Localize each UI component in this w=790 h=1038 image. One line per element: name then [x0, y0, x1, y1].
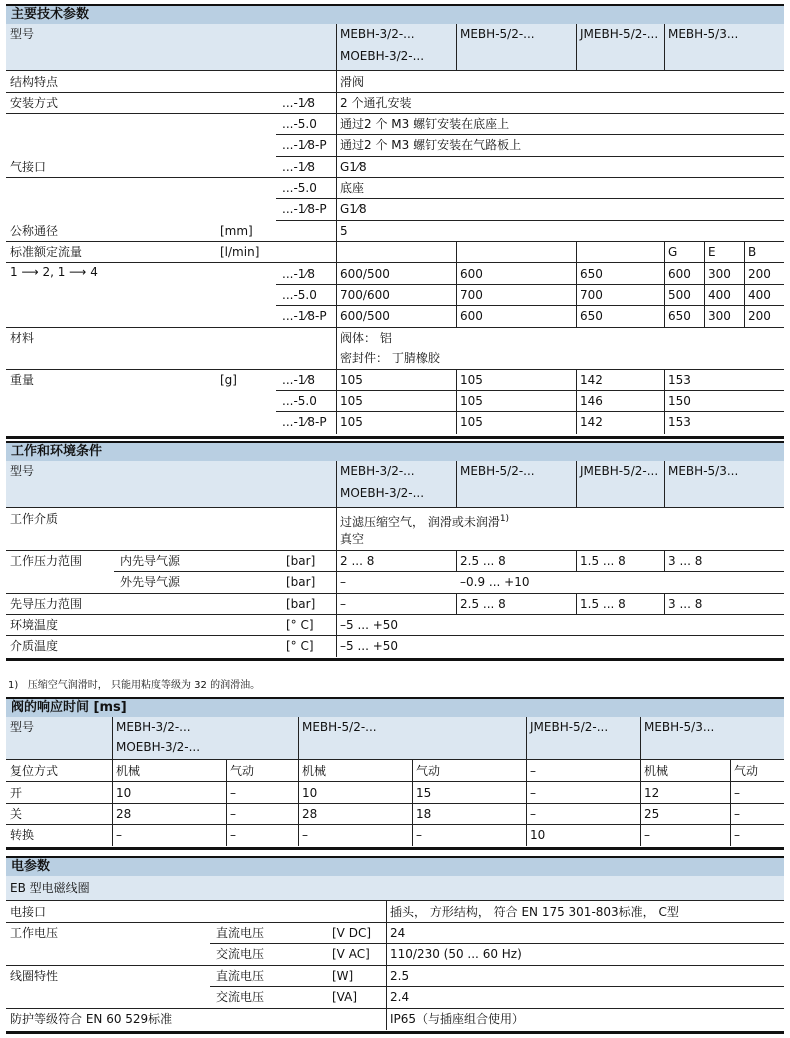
col-header-3: JMEBH-5/2-...: [580, 27, 659, 41]
reset-dash: –: [530, 764, 536, 778]
struct-label: 结构特点: [10, 75, 59, 89]
variant-18p: ...-1⁄8-P: [282, 309, 327, 323]
flow-b-header: B: [748, 245, 757, 259]
voltage-label: 工作电压: [10, 926, 59, 940]
medium-label: 工作介质: [10, 512, 59, 526]
flow-cell: 700: [460, 288, 483, 302]
off-cell: 28: [116, 807, 132, 821]
flow-cell: 650: [668, 309, 691, 323]
coil-type-row: [6, 876, 784, 900]
variant-18: ...-1⁄8: [282, 160, 316, 174]
switch-cell: –: [644, 828, 650, 842]
pilot-label: 先导压力范围: [10, 597, 83, 611]
col-header-1b: MOEBH-3/2-...: [340, 486, 425, 500]
port-value-1: G1⁄8: [340, 160, 367, 174]
coil-ac-unit: [VA]: [332, 990, 358, 1004]
voltage-dc-unit: [V DC]: [332, 926, 372, 940]
flow-cell: 700: [580, 288, 603, 302]
flow-cell: 600/500: [340, 267, 390, 281]
flow-cell: 600: [460, 309, 483, 323]
reset-pneu: 气动: [416, 764, 441, 778]
pressure-out-cell: –: [340, 575, 346, 589]
flow-cell: 500: [668, 288, 691, 302]
flow-cell: 300: [708, 309, 731, 323]
variant-50: ...-5.0: [282, 117, 317, 131]
type-label: 型号: [10, 720, 35, 734]
footnote-ref: 1): [499, 514, 510, 524]
mount-value-1: 2 个通孔安装: [340, 96, 412, 110]
coil-ac-label: 交流电压: [216, 990, 265, 1004]
ambient-temp-unit: [° C]: [286, 618, 314, 632]
mount-value-2: 通过2 个 M3 螺钉安装在底座上: [340, 117, 510, 131]
variant-18: ...-1⁄8: [282, 96, 316, 110]
variant-18p: ...-1⁄8-P: [282, 415, 327, 429]
on-cell: –: [734, 786, 740, 800]
flow-cell: 600: [668, 267, 691, 281]
voltage-dc-value: 24: [390, 926, 406, 940]
variant-50: ...-5.0: [282, 288, 317, 302]
medium-temp-label: 介质温度: [10, 639, 59, 653]
off-cell: 18: [416, 807, 432, 821]
weight-cell: 105: [340, 415, 363, 429]
coil-type: EB 型电磁线圈: [10, 881, 90, 895]
weight-cell: 105: [460, 373, 483, 387]
flow-cell: 300: [708, 267, 731, 281]
switch-cell: –: [302, 828, 308, 842]
connection-label: 电接口: [10, 905, 47, 919]
flow-cell: 650: [580, 267, 603, 281]
weight-cell: 142: [580, 373, 603, 387]
flow-cell: 400: [748, 288, 771, 302]
weight-label: 重量: [10, 373, 35, 387]
section-response-time: [6, 697, 784, 853]
off-cell: –: [230, 807, 236, 821]
section-main-specs: [6, 4, 784, 440]
protection-value: IP65（与插座组合使用）: [390, 1012, 525, 1026]
col-header-4: MEBH-5/3...: [644, 720, 715, 734]
struct-value: 滑阀: [340, 75, 365, 89]
variant-18: ...-1⁄8: [282, 267, 316, 281]
weight-cell: 142: [580, 415, 603, 429]
col-header-2: MEBH-5/2-...: [460, 27, 535, 41]
reset-label: 复位方式: [10, 764, 59, 778]
ambient-temp-label: 环境温度: [10, 618, 59, 632]
coil-ac-value: 2.4: [390, 990, 410, 1004]
on-cell: 12: [644, 786, 660, 800]
col-header-1b: MOEBH-3/2-...: [340, 49, 425, 63]
voltage-ac-value: 110/230 (50 ... 60 Hz): [390, 947, 522, 961]
off-label: 关: [10, 807, 23, 821]
flow-e-header: E: [708, 245, 716, 259]
section-title: 工作和环境条件: [6, 441, 784, 461]
col-header-4: MEBH-5/3...: [668, 27, 739, 41]
pilot-cell: 3 ... 8: [668, 597, 703, 611]
mount-value-3: 通过2 个 M3 螺钉安装在气路板上: [340, 138, 522, 152]
weight-cell: 153: [668, 373, 691, 387]
flow-label: 标准额定流量: [10, 245, 83, 259]
medium-value-2: 真空: [340, 532, 365, 546]
pilot-unit: [bar]: [286, 597, 316, 611]
flow-g-header: G: [668, 245, 678, 259]
section-electrical: [6, 856, 784, 1036]
type-label: 型号: [10, 464, 35, 478]
col-header-1b: MOEBH-3/2-...: [116, 740, 201, 754]
footnote-mark: 1): [8, 680, 19, 691]
pressure-out-cell: –0.9 ... +10: [460, 575, 530, 589]
pilot-cell: –: [340, 597, 346, 611]
coil-dc-value: 2.5: [390, 969, 410, 983]
variant-18p: ...-1⁄8-P: [282, 138, 327, 152]
weight-cell: 146: [580, 394, 603, 408]
medium-temp-unit: [° C]: [286, 639, 314, 653]
switch-label: 转换: [10, 828, 35, 842]
coil-char-label: 线圈特性: [10, 969, 59, 983]
off-cell: –: [530, 807, 536, 821]
section-title: 电参数: [6, 856, 784, 876]
off-cell: –: [734, 807, 740, 821]
flow-cell: 400: [708, 288, 731, 302]
on-label: 开: [10, 786, 23, 800]
flow-cell: 200: [748, 267, 771, 281]
variant-18p: ...-1⁄8-P: [282, 202, 327, 216]
footnote-text: 压缩空气润滑时， 只能用粘度等级为 32 的润滑油。: [27, 680, 261, 691]
col-header-1a: MEBH-3/2-...: [116, 720, 191, 734]
reset-mech: 机械: [302, 764, 327, 778]
on-cell: –: [230, 786, 236, 800]
weight-cell: 105: [460, 415, 483, 429]
pressure-outer-label: 外先导气源: [120, 575, 181, 589]
nominal-label: 公称通径: [10, 224, 59, 238]
weight-unit: [g]: [220, 373, 237, 387]
col-header-3: JMEBH-5/2-...: [530, 720, 609, 734]
variant-50: ...-5.0: [282, 181, 317, 195]
col-header-2: MEBH-5/2-...: [302, 720, 377, 734]
reset-pneu: 气动: [230, 764, 255, 778]
on-cell: 10: [302, 786, 318, 800]
pressure-in-cell: 3 ... 8: [668, 554, 703, 568]
footnote: [8, 676, 260, 691]
switch-cell: 10: [530, 828, 546, 842]
connection-value: 插头， 方形结构， 符合 EN 175 301-803标准， C型: [390, 905, 679, 919]
port-value-2: 底座: [340, 181, 365, 195]
pilot-cell: 2.5 ... 8: [460, 597, 506, 611]
section-title: 主要技术参数: [6, 4, 784, 24]
voltage-dc-label: 直流电压: [216, 926, 265, 940]
pressure-in-cell: 2 ... 8: [340, 554, 375, 568]
mount-label: 安装方式: [10, 96, 59, 110]
switch-cell: –: [734, 828, 740, 842]
flow-cell: 200: [748, 309, 771, 323]
pilot-cell: 1.5 ... 8: [580, 597, 626, 611]
nominal-value: 5: [340, 224, 348, 238]
flow-unit: [l/min]: [220, 245, 260, 259]
reset-mech: 机械: [116, 764, 141, 778]
material-value-1: 阀体： 铝: [340, 331, 392, 345]
coil-dc-unit: [W]: [332, 969, 354, 983]
coil-dc-label: 直流电压: [216, 969, 265, 983]
variant-18: ...-1⁄8: [282, 373, 316, 387]
on-cell: 10: [116, 786, 132, 800]
flow-cell: 650: [580, 309, 603, 323]
weight-cell: 105: [460, 394, 483, 408]
variant-50: ...-5.0: [282, 394, 317, 408]
pressure-in-cell: 2.5 ... 8: [460, 554, 506, 568]
voltage-ac-unit: [V AC]: [332, 947, 370, 961]
switch-cell: –: [416, 828, 422, 842]
section-title: 阀的响应时间 [ms]: [6, 697, 784, 717]
reset-mech: 机械: [644, 764, 669, 778]
col-header-1a: MEBH-3/2-...: [340, 464, 415, 478]
weight-cell: 153: [668, 415, 691, 429]
pressure-unit: [bar]: [286, 554, 316, 568]
on-cell: –: [530, 786, 536, 800]
port-label: 气接口: [10, 160, 47, 174]
pressure-unit: [bar]: [286, 575, 316, 589]
col-header-1a: MEBH-3/2-...: [340, 27, 415, 41]
protection-label: 防护等级符合 EN 60 529标准: [10, 1012, 173, 1026]
section-operating-conditions: [6, 441, 784, 663]
col-header-3: JMEBH-5/2-...: [580, 464, 659, 478]
pressure-in-cell: 1.5 ... 8: [580, 554, 626, 568]
switch-cell: –: [230, 828, 236, 842]
medium-text: 过滤压缩空气， 润滑或未润滑: [340, 515, 500, 529]
medium-temp-value: –5 ... +50: [340, 639, 399, 653]
nominal-unit: [mm]: [220, 224, 253, 238]
flow-subtitle: 1 ⟶ 2, 1 ⟶ 4: [10, 265, 98, 279]
type-label: 型号: [10, 27, 35, 41]
material-label: 材料: [10, 331, 35, 345]
flow-cell: 600: [460, 267, 483, 281]
flow-cell: 700/600: [340, 288, 390, 302]
switch-cell: –: [116, 828, 122, 842]
reset-pneu: 气动: [734, 764, 759, 778]
flow-cell: 600/500: [340, 309, 390, 323]
pressure-label: 工作压力范围: [10, 554, 83, 568]
col-header-4: MEBH-5/3...: [668, 464, 739, 478]
ambient-temp-value: –5 ... +50: [340, 618, 399, 632]
port-value-3: G1⁄8: [340, 202, 367, 216]
on-cell: 15: [416, 786, 432, 800]
col-header-2: MEBH-5/2-...: [460, 464, 535, 478]
voltage-ac-label: 交流电压: [216, 947, 265, 961]
material-value-2: 密封件： 丁腈橡胶: [340, 351, 440, 365]
weight-cell: 105: [340, 394, 363, 408]
off-cell: 25: [644, 807, 660, 821]
off-cell: 28: [302, 807, 318, 821]
weight-cell: 105: [340, 373, 363, 387]
pressure-inner-label: 内先导气源: [120, 554, 181, 568]
weight-cell: 150: [668, 394, 691, 408]
